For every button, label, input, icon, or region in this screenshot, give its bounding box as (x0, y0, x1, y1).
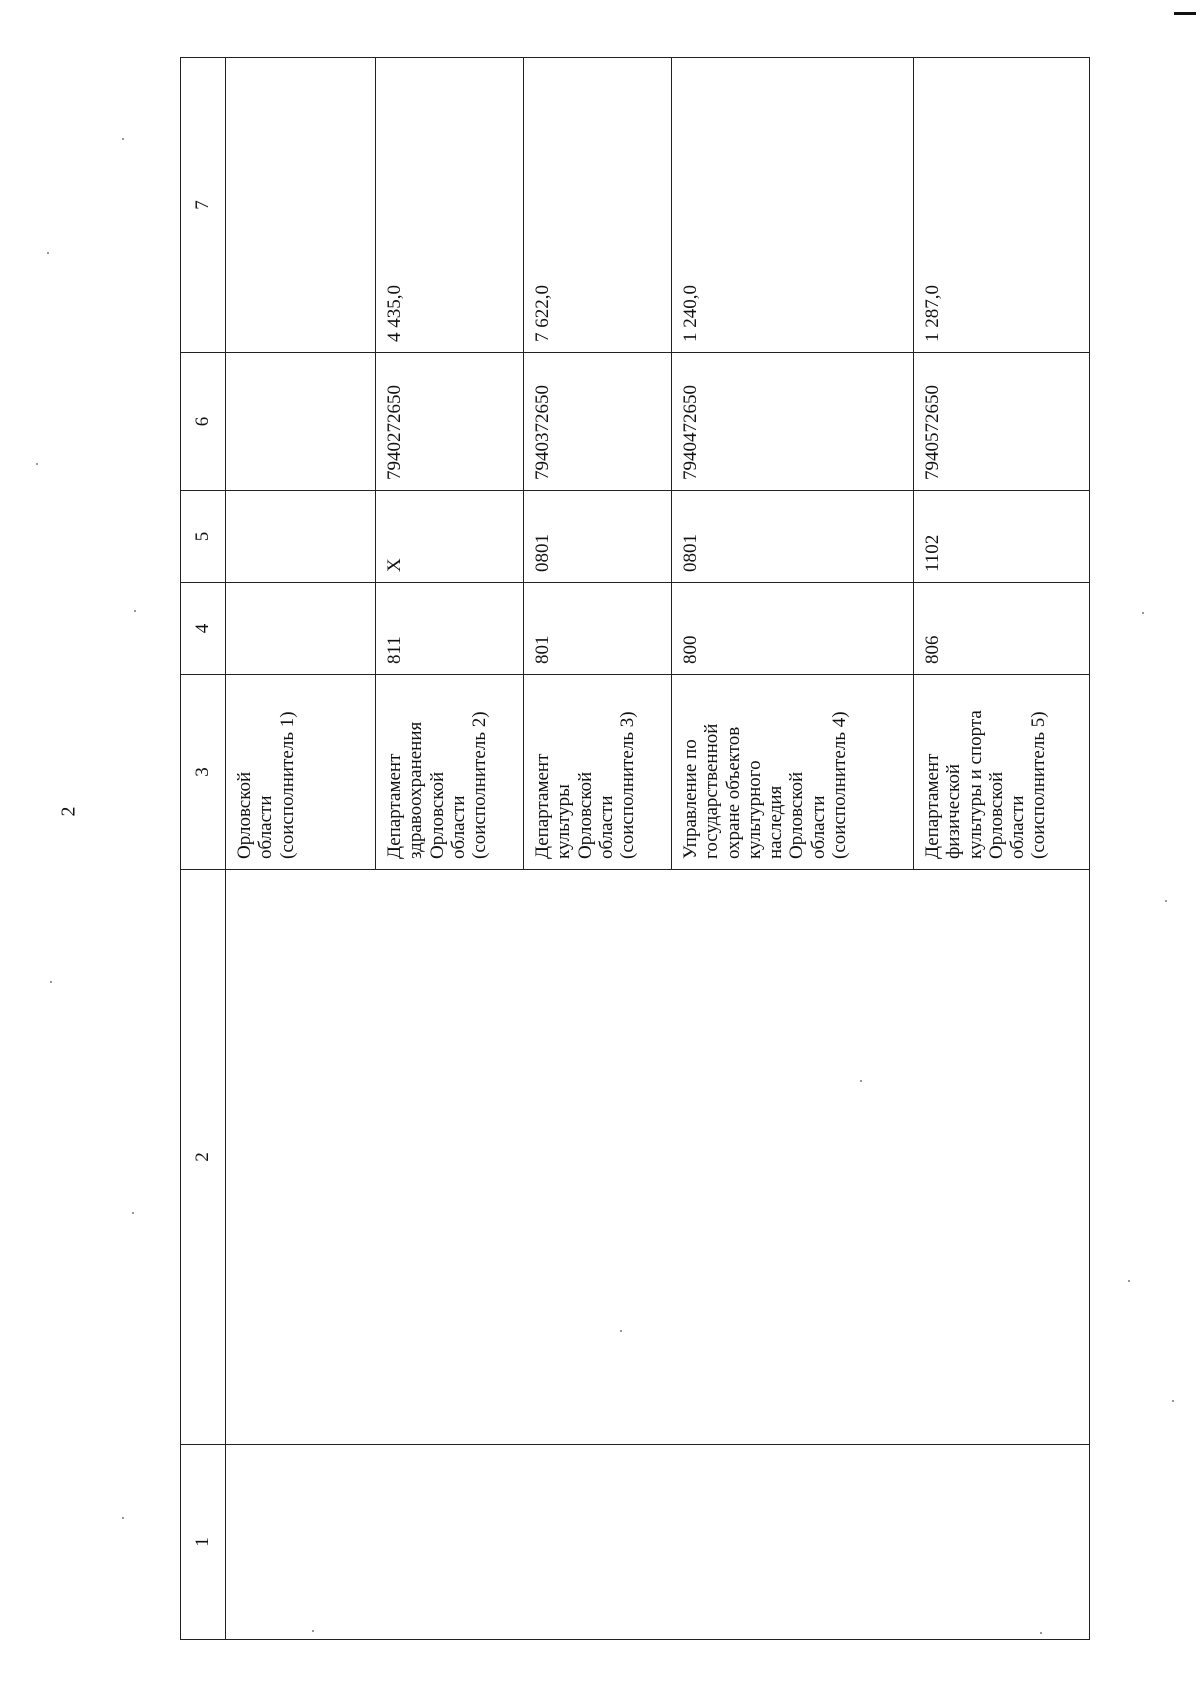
scan-speck (50, 981, 52, 983)
code-cell-col4: 811 (376, 583, 524, 675)
scan-speck (47, 252, 49, 254)
scan-speck (132, 1212, 134, 1214)
column-number-row (181, 58, 226, 1640)
column-number: 4 (181, 583, 226, 675)
column-number: 2 (181, 870, 226, 1445)
scan-speck (1040, 1632, 1042, 1634)
code-cell-col6: 7940272650 (376, 353, 524, 491)
amount-cell: 4 435,0 (376, 58, 524, 353)
column-number: 5 (181, 491, 226, 583)
code-cell-col5: 0801 (672, 491, 914, 583)
executor-cell: Управление по государственной охране объектов культурного наследия Орловской области (соисполнитель 4) (672, 675, 914, 870)
scan-speck (134, 610, 136, 612)
scan-speck (122, 138, 124, 140)
column-number: 7 (181, 58, 226, 353)
table-row (226, 58, 376, 1640)
code-cell-col5 (226, 491, 376, 583)
amount-cell: 1 240,0 (672, 58, 914, 353)
rotated-table-wrapper (180, 58, 1080, 1640)
code-cell-col4 (226, 583, 376, 675)
scan-speck (1165, 900, 1167, 902)
amount-cell: 1 287,0 (914, 58, 1090, 353)
scan-speck (1128, 1280, 1130, 1282)
scan-speck (620, 1330, 622, 1332)
scan-speck (312, 1630, 314, 1632)
scan-speck (122, 1517, 124, 1519)
column-number: 3 (181, 675, 226, 870)
code-cell-col6: 7940472650 (672, 353, 914, 491)
code-cell-col4: 806 (914, 583, 1090, 675)
code-cell-col4: 800 (672, 583, 914, 675)
executor-cell: Департамент физической культуры и спорта Орловской области (соисполнитель 5) (914, 675, 1090, 870)
scan-speck (860, 1080, 862, 1082)
code-cell-col5: 0801 (524, 491, 672, 583)
code-cell-col5: X (376, 491, 524, 583)
code-cell-col5: 1102 (914, 491, 1090, 583)
amount-cell: 7 622,0 (524, 58, 672, 353)
merged-cell-col2 (226, 870, 1090, 1445)
amount-cell (226, 58, 376, 353)
code-cell-col6: 7940572650 (914, 353, 1090, 491)
scan-speck (1142, 612, 1144, 614)
merged-cell-col1 (226, 1445, 1090, 1640)
executor-cell: Департамент культуры Орловской области (соисполнитель 3) (524, 675, 672, 870)
executor-cell: Орловской области (соисполнитель 1) (226, 675, 376, 870)
edge-mark (1174, 12, 1196, 15)
scan-speck (1172, 1400, 1174, 1402)
code-cell-col4: 801 (524, 583, 672, 675)
code-cell-col6: 7940372650 (524, 353, 672, 491)
budget-table (180, 57, 1090, 1640)
column-number: 1 (181, 1445, 226, 1640)
executor-cell: Департамент здравоохранения Орловской области (соисполнитель 2) (376, 675, 524, 870)
scan-speck (36, 463, 38, 465)
code-cell-col6 (226, 353, 376, 491)
page-number: 2 (57, 806, 80, 817)
column-number: 6 (181, 353, 226, 491)
